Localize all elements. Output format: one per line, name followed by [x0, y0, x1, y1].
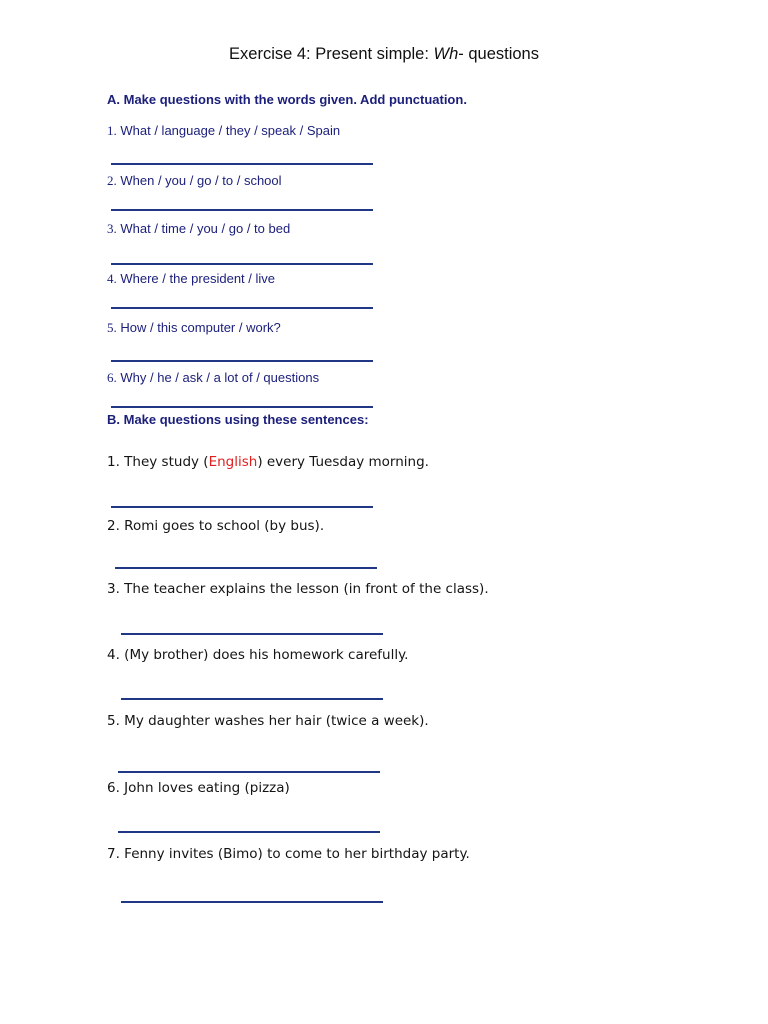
item-number: 3. — [107, 221, 117, 236]
section-b-item-7: 7. Fenny invites (Bimo) to come to her birthday party. — [107, 846, 470, 862]
section-b-item-4: 4. (My brother) does his homework carefully. — [107, 647, 409, 663]
item-number: 1. — [107, 123, 117, 138]
section-b-item-6: 6. John loves eating (pizza) — [107, 780, 290, 796]
section-b-item-1 — [107, 454, 429, 470]
section-a-item-4 — [107, 271, 275, 287]
section-a-item-5 — [107, 320, 281, 336]
section-a-item-6 — [107, 370, 319, 386]
item-number: 2. — [107, 173, 117, 188]
answer-line-a1[interactable] — [111, 163, 373, 165]
section-a-heading: A. Make questions with the words given. Add punctuation. — [107, 92, 467, 107]
section-a-item-2 — [107, 173, 282, 189]
answer-line-a4[interactable] — [111, 307, 373, 309]
section-a-item-3 — [107, 221, 290, 237]
item-prompt: How / this computer / work? — [120, 320, 281, 335]
item-prompt: When / you / go / to / school — [120, 173, 282, 188]
answer-line-b1[interactable] — [111, 506, 373, 508]
item-prompt: What / time / you / go / to bed — [120, 221, 291, 236]
answer-line-a2[interactable] — [111, 209, 373, 211]
item-number: 5. — [107, 320, 117, 335]
section-b-item-3: 3. The teacher explains the lesson (in front of the class). — [107, 581, 489, 597]
title-suffix: - questions — [458, 45, 539, 63]
answer-line-b6[interactable] — [118, 831, 380, 833]
answer-line-a5[interactable] — [111, 360, 373, 362]
page-title — [0, 45, 768, 64]
item-prompt: Where / the president / live — [120, 271, 276, 286]
sentence-start: 1. They study ( — [107, 454, 209, 470]
title-prefix: Exercise 4: Present simple: — [229, 45, 434, 63]
section-a-item-1 — [107, 123, 340, 139]
item-prompt: Why / he / ask / a lot of / questions — [120, 370, 320, 385]
title-emphasis: Wh — [433, 45, 459, 63]
answer-line-b2[interactable] — [115, 567, 377, 569]
section-b-item-5: 5. My daughter washes her hair (twice a week). — [107, 713, 429, 729]
answer-line-b3[interactable] — [121, 633, 383, 635]
highlighted-word: English — [208, 454, 258, 470]
section-b-heading: B. Make questions using these sentences: — [107, 412, 369, 427]
answer-line-b5[interactable] — [118, 771, 380, 773]
answer-line-b4[interactable] — [121, 698, 383, 700]
answer-line-a6[interactable] — [111, 406, 373, 408]
answer-line-b7[interactable] — [121, 901, 383, 903]
section-b-item-2: 2. Romi goes to school (by bus). — [107, 518, 325, 534]
answer-line-a3[interactable] — [111, 263, 373, 265]
item-number: 4. — [107, 271, 117, 286]
item-number: 6. — [107, 370, 117, 385]
sentence-end: ) every Tuesday morning. — [257, 454, 429, 470]
item-prompt: What / language / they / speak / Spain — [120, 123, 341, 138]
